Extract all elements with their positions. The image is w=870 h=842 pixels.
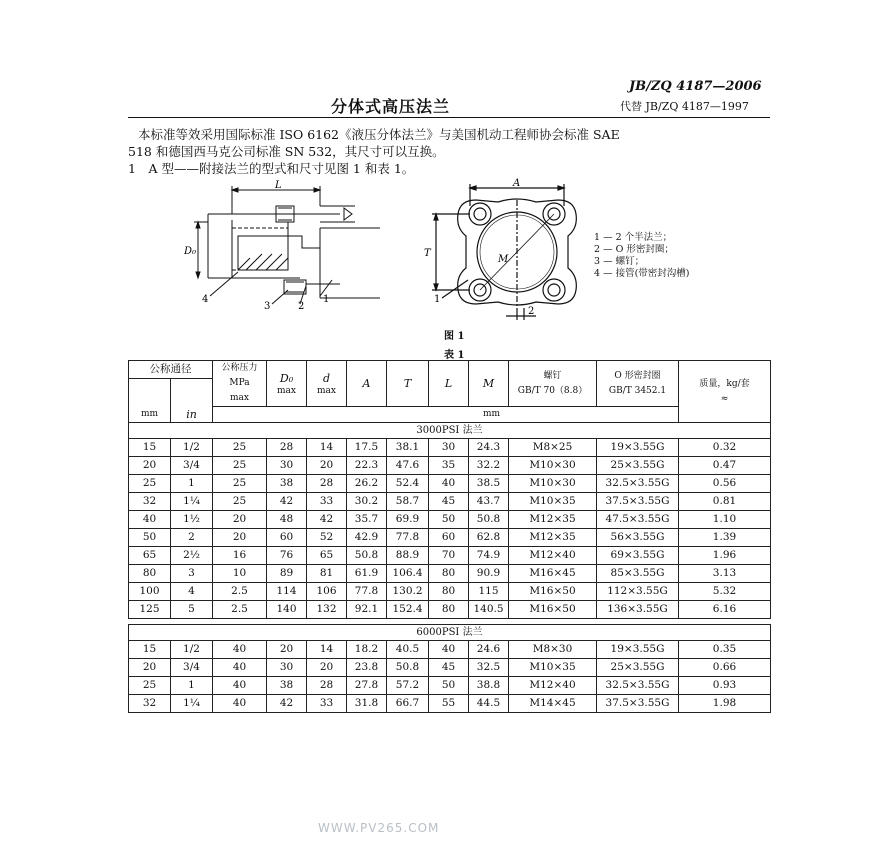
- table-cell: 60: [429, 529, 469, 547]
- table-cell: 20: [129, 659, 171, 677]
- table-cell: 52: [307, 529, 347, 547]
- header-d: [307, 361, 347, 407]
- header-T: T: [387, 361, 429, 407]
- header-mass-approx: ≈: [720, 393, 729, 404]
- table-cell: 37.5×3.55G: [597, 493, 679, 511]
- table-cell: 5.32: [679, 583, 771, 601]
- table-cell: 61.9: [347, 565, 387, 583]
- dim-label-L: L: [275, 180, 282, 191]
- table-cell: 140: [267, 601, 307, 619]
- table-cell: M16×45: [509, 565, 597, 583]
- header-mass-label: 质量，kg/套: [699, 378, 750, 389]
- table-cell: 25×3.55G: [597, 659, 679, 677]
- table-cell: 0.35: [679, 641, 771, 659]
- table-cell: 6.16: [679, 601, 771, 619]
- table-cell: 47.5×3.55G: [597, 511, 679, 529]
- table-cell: 65: [129, 547, 171, 565]
- table-cell: 19×3.55G: [597, 439, 679, 457]
- table-cell: 42: [307, 511, 347, 529]
- table-cell: 1.39: [679, 529, 771, 547]
- table-cell: 50.8: [469, 511, 509, 529]
- table-cell: 32: [129, 493, 171, 511]
- table-cell: 0.32: [679, 439, 771, 457]
- table-cell: 23.8: [347, 659, 387, 677]
- header-d-symbol: d: [322, 372, 331, 385]
- table-cell: 80: [429, 583, 469, 601]
- table-cell: M16×50: [509, 583, 597, 601]
- table-cell: 85×3.55G: [597, 565, 679, 583]
- plan-view: [432, 184, 576, 320]
- table-cell: 24.6: [469, 641, 509, 659]
- table-cell: 30: [429, 439, 469, 457]
- table-cell: 25: [213, 457, 267, 475]
- table-cell: M14×45: [509, 695, 597, 713]
- table-cell: 2: [171, 529, 213, 547]
- table-cell: 25: [129, 475, 171, 493]
- table-cell: 32: [129, 695, 171, 713]
- table-cell: 2½: [171, 547, 213, 565]
- header-mm: mm: [129, 379, 171, 423]
- table-cell: 56×3.55G: [597, 529, 679, 547]
- callout-2: 2: [298, 301, 305, 312]
- dim-label-D0: D₀: [184, 246, 197, 257]
- table-cell: 33: [307, 695, 347, 713]
- table-cell: 45: [429, 659, 469, 677]
- table-row: [129, 511, 771, 529]
- table-cell: 40: [213, 659, 267, 677]
- table-caption: 表 1: [444, 350, 465, 361]
- table-cell: 106.4: [387, 565, 429, 583]
- header-oring-label: O 形密封圈: [614, 370, 661, 381]
- table-body: [129, 423, 771, 713]
- table-row: [129, 439, 771, 457]
- table-cell: 80: [429, 601, 469, 619]
- table-cell: M12×35: [509, 529, 597, 547]
- table-cell: 40: [429, 641, 469, 659]
- header-pressure-label: 公称压力: [221, 363, 258, 373]
- table-row: [129, 659, 771, 677]
- header-d0: [267, 361, 307, 407]
- table-cell: 50: [129, 529, 171, 547]
- table-cell: 1½: [171, 511, 213, 529]
- dim-label-2: 2: [528, 306, 535, 317]
- table-row: [129, 583, 771, 601]
- standard-number: JB/ZQ 4187—2006: [629, 79, 762, 94]
- table-cell: 0.47: [679, 457, 771, 475]
- supersedes-note: 代替 JB/ZQ 4187—1997: [620, 100, 749, 113]
- table-cell: 25: [129, 677, 171, 695]
- figure-1-drawing: [180, 178, 690, 323]
- table-cell: 90.9: [469, 565, 509, 583]
- table-cell: M8×30: [509, 641, 597, 659]
- table-cell: M10×30: [509, 475, 597, 493]
- table-cell: M12×35: [509, 511, 597, 529]
- table-cell: 40: [429, 475, 469, 493]
- table-cell: 1.96: [679, 547, 771, 565]
- table-cell: 20: [129, 457, 171, 475]
- table-cell: 114: [267, 583, 307, 601]
- dim-label-M: M: [498, 254, 509, 265]
- table-cell: 40.5: [387, 641, 429, 659]
- table-cell: 115: [469, 583, 509, 601]
- table-row: [129, 565, 771, 583]
- header-oring-std: GB/T 3452.1: [608, 385, 667, 396]
- table-cell: 40: [213, 641, 267, 659]
- table-cell: 25×3.55G: [597, 457, 679, 475]
- header-L: L: [429, 361, 469, 407]
- table-cell: 38.5: [469, 475, 509, 493]
- dim-label-A: A: [513, 178, 521, 189]
- header-oring: [597, 361, 679, 407]
- table-cell: 44.5: [469, 695, 509, 713]
- table-row: [129, 641, 771, 659]
- table-cell: 3/4: [171, 659, 213, 677]
- callout-4: 4: [202, 294, 209, 305]
- table-header: [129, 361, 771, 423]
- table-cell: 20: [213, 511, 267, 529]
- table-cell: 74.9: [469, 547, 509, 565]
- table-cell: 140.5: [469, 601, 509, 619]
- table-cell: 15: [129, 439, 171, 457]
- table-cell: 3/4: [171, 457, 213, 475]
- table-cell: 3: [171, 565, 213, 583]
- header-A: A: [347, 361, 387, 407]
- table-cell: 19×3.55G: [597, 641, 679, 659]
- table-cell: 38: [267, 677, 307, 695]
- table-cell: 66.7: [387, 695, 429, 713]
- table-row: [129, 457, 771, 475]
- table-cell: 16: [213, 547, 267, 565]
- table-cell: 58.7: [387, 493, 429, 511]
- plan-callout-1: 1: [434, 294, 441, 305]
- table-cell: 42: [267, 695, 307, 713]
- table-cell: 10: [213, 565, 267, 583]
- table-cell: M10×35: [509, 493, 597, 511]
- table-cell: 1/2: [171, 439, 213, 457]
- table-cell: 2.5: [213, 601, 267, 619]
- table-cell: 28: [307, 677, 347, 695]
- table-cell: 15: [129, 641, 171, 659]
- table-cell: 32.5×3.55G: [597, 475, 679, 493]
- table-cell: M16×50: [509, 601, 597, 619]
- table-cell: 55: [429, 695, 469, 713]
- header-pressure-unit: MPa: [229, 378, 250, 388]
- table-cell: 48: [267, 511, 307, 529]
- table-cell: 50.8: [347, 547, 387, 565]
- legend-item-4: 4 — 接管(带密封沟槽): [594, 268, 690, 279]
- table-cell: 25: [213, 439, 267, 457]
- table-cell: 28: [267, 439, 307, 457]
- table-cell: 2.5: [213, 583, 267, 601]
- section-heading: 6000PSI 法兰: [129, 625, 771, 641]
- header-screw: [509, 361, 597, 407]
- table-cell: 62.8: [469, 529, 509, 547]
- table-cell: 88.9: [387, 547, 429, 565]
- page-title: 分体式高压法兰: [331, 97, 451, 116]
- table-cell: 32.2: [469, 457, 509, 475]
- table-cell: 38: [267, 475, 307, 493]
- table-cell: M12×40: [509, 547, 597, 565]
- table-cell: 25: [213, 493, 267, 511]
- table-cell: 50: [429, 511, 469, 529]
- table-cell: 22.3: [347, 457, 387, 475]
- legend-item-2: 2 — O 形密封圈；: [594, 244, 674, 255]
- table-cell: 24.3: [469, 439, 509, 457]
- table-cell: 14: [307, 641, 347, 659]
- table-cell: 1: [171, 475, 213, 493]
- table-cell: M10×35: [509, 659, 597, 677]
- table-cell: 20: [267, 641, 307, 659]
- table-cell: 17.5: [347, 439, 387, 457]
- table-cell: 100: [129, 583, 171, 601]
- table-cell: 76: [267, 547, 307, 565]
- table-row: [129, 695, 771, 713]
- table-row: [129, 475, 771, 493]
- table-row: [129, 677, 771, 695]
- table-cell: 30: [267, 659, 307, 677]
- watermark: WWW.PV265.COM: [318, 821, 440, 835]
- table-cell: M10×30: [509, 457, 597, 475]
- table-cell: 52.4: [387, 475, 429, 493]
- section-heading-row: [129, 423, 771, 439]
- header-d0-max: max: [277, 386, 296, 396]
- table-cell: 26.2: [347, 475, 387, 493]
- table-cell: 40: [213, 695, 267, 713]
- legend-item-3: 3 — 螺钉；: [594, 256, 645, 267]
- table-cell: 0.66: [679, 659, 771, 677]
- dimension-table: [128, 360, 771, 713]
- table-cell: 25: [213, 475, 267, 493]
- legend-item-1: 1 — 2 个半法兰；: [594, 232, 673, 243]
- table-cell: 31.8: [347, 695, 387, 713]
- table-cell: 35.7: [347, 511, 387, 529]
- table-cell: 50: [429, 677, 469, 695]
- table-cell: 0.93: [679, 677, 771, 695]
- table-cell: 60: [267, 529, 307, 547]
- table-cell: 30: [267, 457, 307, 475]
- table-cell: M8×25: [509, 439, 597, 457]
- table-row: [129, 601, 771, 619]
- table-cell: 132: [307, 601, 347, 619]
- dim-label-T: T: [424, 248, 431, 259]
- table-row: [129, 493, 771, 511]
- table-cell: 89: [267, 565, 307, 583]
- header-d0-symbol: D₀: [279, 372, 294, 385]
- table-cell: 5: [171, 601, 213, 619]
- table-cell: 1.10: [679, 511, 771, 529]
- table-cell: 33: [307, 493, 347, 511]
- table-cell: 27.8: [347, 677, 387, 695]
- table-cell: 1¼: [171, 695, 213, 713]
- table-cell: 20: [213, 529, 267, 547]
- table-cell: 70: [429, 547, 469, 565]
- table-cell: 152.4: [387, 601, 429, 619]
- table-cell: 43.7: [469, 493, 509, 511]
- table-cell: 47.6: [387, 457, 429, 475]
- header-pressure-max: max: [230, 393, 249, 403]
- table-cell: 130.2: [387, 583, 429, 601]
- table-cell: 50.8: [387, 659, 429, 677]
- header-d-max: max: [317, 386, 336, 396]
- table-cell: 1/2: [171, 641, 213, 659]
- table-cell: 77.8: [347, 583, 387, 601]
- table-cell: 38.1: [387, 439, 429, 457]
- header-unit-mm: mm: [213, 407, 771, 423]
- table-cell: 1¼: [171, 493, 213, 511]
- table-cell: 18.2: [347, 641, 387, 659]
- table-cell: 35: [429, 457, 469, 475]
- table-cell: 32.5: [469, 659, 509, 677]
- table-cell: 106: [307, 583, 347, 601]
- header-in: in: [171, 379, 213, 423]
- table-cell: 69.9: [387, 511, 429, 529]
- table-cell: 1: [171, 677, 213, 695]
- title-rule: [128, 117, 770, 118]
- table-cell: 1.98: [679, 695, 771, 713]
- intro-line-1: 本标准等效采用国际标准 ISO 6162《液压分体法兰》与美国机动工程师协会标准 SAE: [138, 127, 620, 142]
- table-row: [129, 529, 771, 547]
- table-cell: 37.5×3.55G: [597, 695, 679, 713]
- table-cell: 125: [129, 601, 171, 619]
- table-cell: 80: [429, 565, 469, 583]
- table-cell: 30.2: [347, 493, 387, 511]
- table-cell: 69×3.55G: [597, 547, 679, 565]
- table-cell: 80: [129, 565, 171, 583]
- callout-1: 1: [323, 294, 330, 305]
- table-cell: 20: [307, 457, 347, 475]
- table-cell: 81: [307, 565, 347, 583]
- table-cell: 77.8: [387, 529, 429, 547]
- table-cell: 38.8: [469, 677, 509, 695]
- section-heading-row: [129, 625, 771, 641]
- header-M: M: [469, 361, 509, 407]
- table-cell: 4: [171, 583, 213, 601]
- intro-line-2: 518 和德国西马克公司标准 SN 532，其尺寸可以互换。: [128, 144, 445, 159]
- table-cell: 20: [307, 659, 347, 677]
- table-row: [129, 547, 771, 565]
- table-cell: 65: [307, 547, 347, 565]
- table-cell: 3.13: [679, 565, 771, 583]
- callout-3: 3: [264, 301, 271, 312]
- table-cell: 42.9: [347, 529, 387, 547]
- table-cell: 112×3.55G: [597, 583, 679, 601]
- table-cell: 0.81: [679, 493, 771, 511]
- intro-line-3: 1 A 型——附接法兰的型式和尺寸见图 1 和表 1。: [128, 161, 415, 176]
- section-heading: 3000PSI 法兰: [129, 423, 771, 439]
- table-cell: 42: [267, 493, 307, 511]
- table-cell: 0.56: [679, 475, 771, 493]
- table-cell: 28: [307, 475, 347, 493]
- figure-caption: 图 1: [444, 331, 465, 342]
- header-pressure: [213, 361, 267, 407]
- section-view: [194, 186, 380, 304]
- header-nominal-size: 公称通径: [129, 361, 213, 379]
- header-screw-std: GB/T 70（8.8）: [517, 385, 588, 396]
- table-cell: M12×40: [509, 677, 597, 695]
- table-cell: 40: [129, 511, 171, 529]
- table-cell: 57.2: [387, 677, 429, 695]
- table-cell: 136×3.55G: [597, 601, 679, 619]
- table-cell: 14: [307, 439, 347, 457]
- table-cell: 40: [213, 677, 267, 695]
- table-cell: 45: [429, 493, 469, 511]
- header-screw-label: 螺钉: [543, 370, 562, 381]
- table-cell: 32.5×3.55G: [597, 677, 679, 695]
- table-cell: 92.1: [347, 601, 387, 619]
